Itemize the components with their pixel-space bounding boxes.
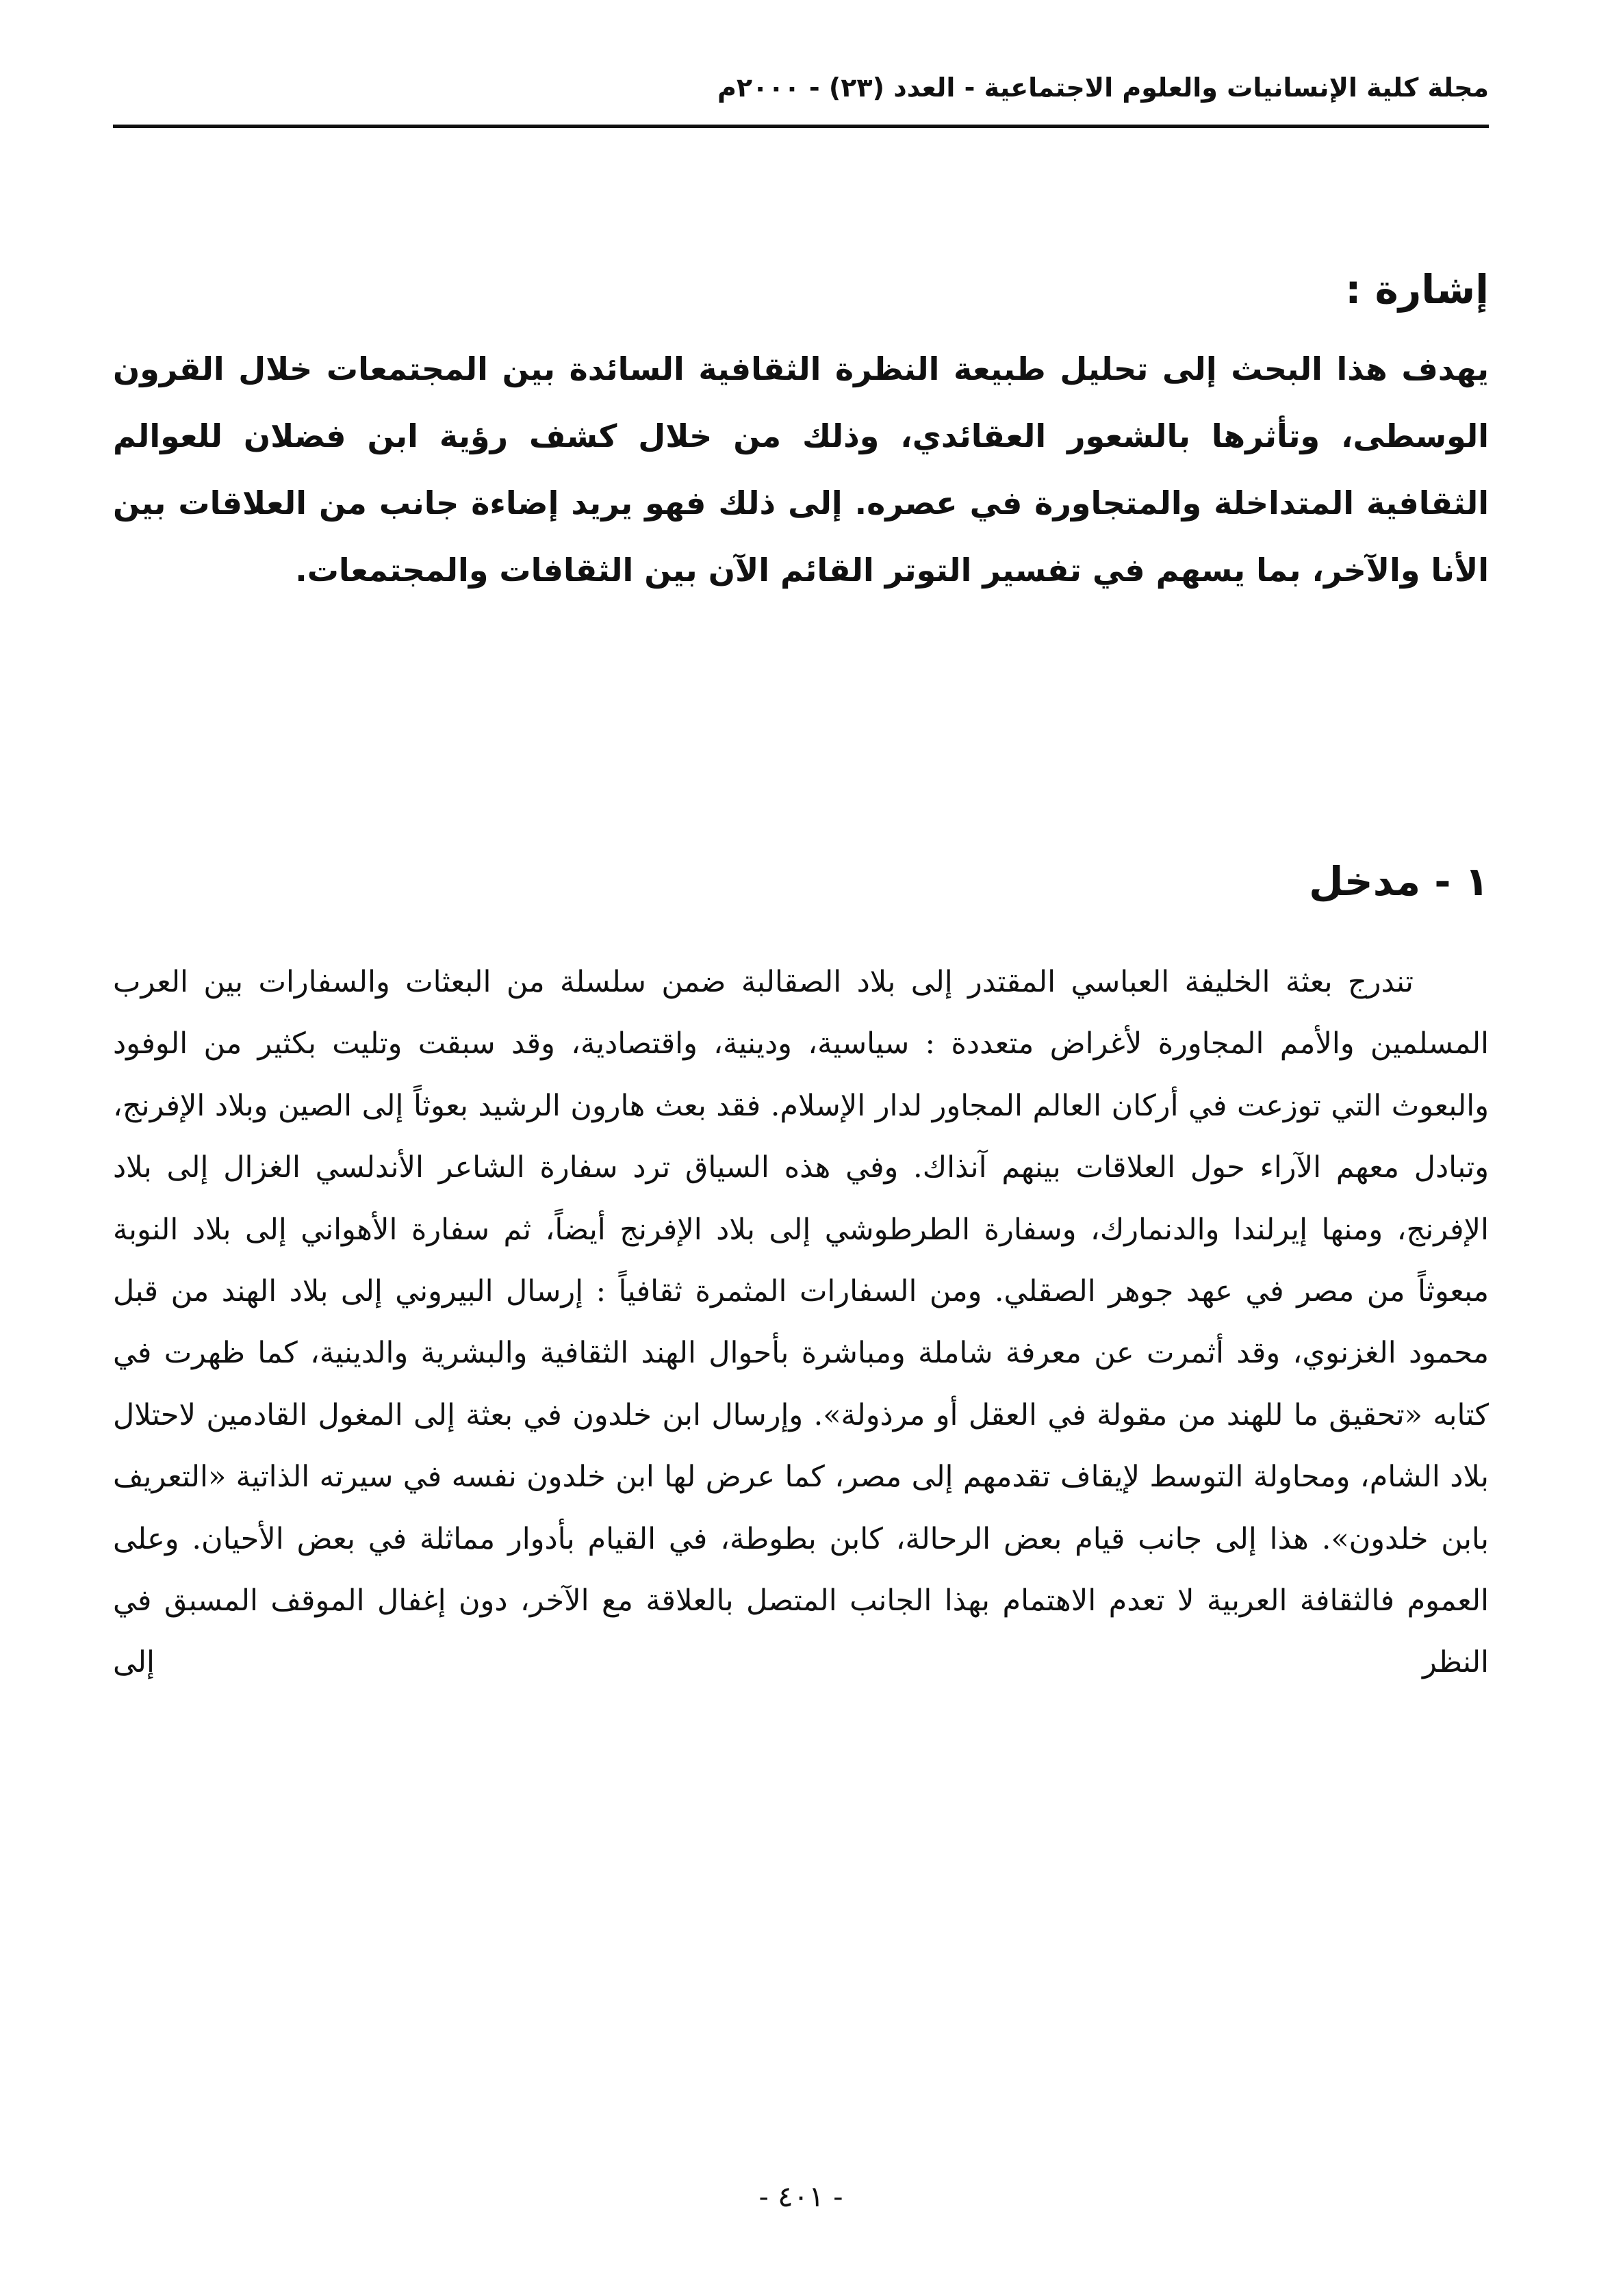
introduction-paragraph: تندرج بعثة الخليفة العباسي المقتدر إلى بلاد الصقالبة ضمن سلسلة من البعثات والسفارات بين العرب المسلمين والأمم المجاورة لأغراض متعددة : سياسية، ودينية، واقتصادية، وقد سبقت وتليت بكثير من الوفود والبعوث التي توزعت في أركان العالم المجاور لدار الإسلام. فقد بعث هارون الرشيد بعوثاً إلى الصين وبلاد الإفرنج، وتبادل معهم الآراء حول العلاقات بينهم آنذاك. وفي هذه السياق ترد سفارة الشاعر الأندلسي الغزال إلى بلاد الإفرنج، ومنها إيرلندا والدنمارك، وسفارة الطرطوشي إلى بلاد الإفرنج أيضاً، ثم سفارة الأهواني إلى بلاد النوبة مبعوثاً من مصر في عهد جوهر الصقلي. ومن السفارات المثمرة ثقافياً : إرسال البيروني إلى بلاد الهند من قبل محمود الغزنوي، وقد أثمرت عن معرفة شاملة ومباشرة بأحوال الهند الثقافية والبشرية والدينية، كما ظهرت في كتابه «تحقيق ما للهند من مقولة في العقل أو مرذولة». وإرسال ابن خلدون في بعثة إلى المغول القادمين لاحتلال بلاد الشام، ومحاولة التوسط لإيقاف تقدمهم إلى مصر، كما عرض لها ابن خلدون نفسه في سيرته الذاتية «التعريف بابن خلدون». هذا إلى جانب قيام بعض الرحالة، كابن بطوطة، في القيام بأدوار مماثلة في بعض الأحيان. وعلى العموم فالثقافة العربية لا تعدم الاهتمام بهذا الجانب المتصل بالعلاقة مع الآخر، دون إغفال الموقف المسبق في النظر إلى xyxy=(113,965,1489,1680)
running-header: مجلة كلية الإنسانيات والعلوم الاجتماعية - العدد (٢٣) - ٢٠٠٠م xyxy=(717,73,1489,103)
journal-page xyxy=(113,0,1489,2296)
abstract-heading: إشارة : xyxy=(1345,266,1489,313)
page-number: - ٤٠١ - xyxy=(758,2180,843,2213)
abstract-text: يهدف هذا البحث إلى تحليل طبيعة النظرة الثقافية السائدة بين المجتمعات خلال القرون الوسطى، وتأثرها بالشعور العقائدي، وذلك من خلال كشف رؤية ابن فضلان للعوالم الثقافية المتداخلة والمتجاورة في عصره. إلى ذلك فهو يريد إضاءة جانب من العلاقات بين الأنا والآخر، بما يسهم في تفسير التوتر القائم الآن بين الثقافات والمجتمعات. xyxy=(113,350,1489,589)
introduction-heading: ١ - مدخل xyxy=(1309,858,1489,905)
header-divider xyxy=(113,125,1489,128)
